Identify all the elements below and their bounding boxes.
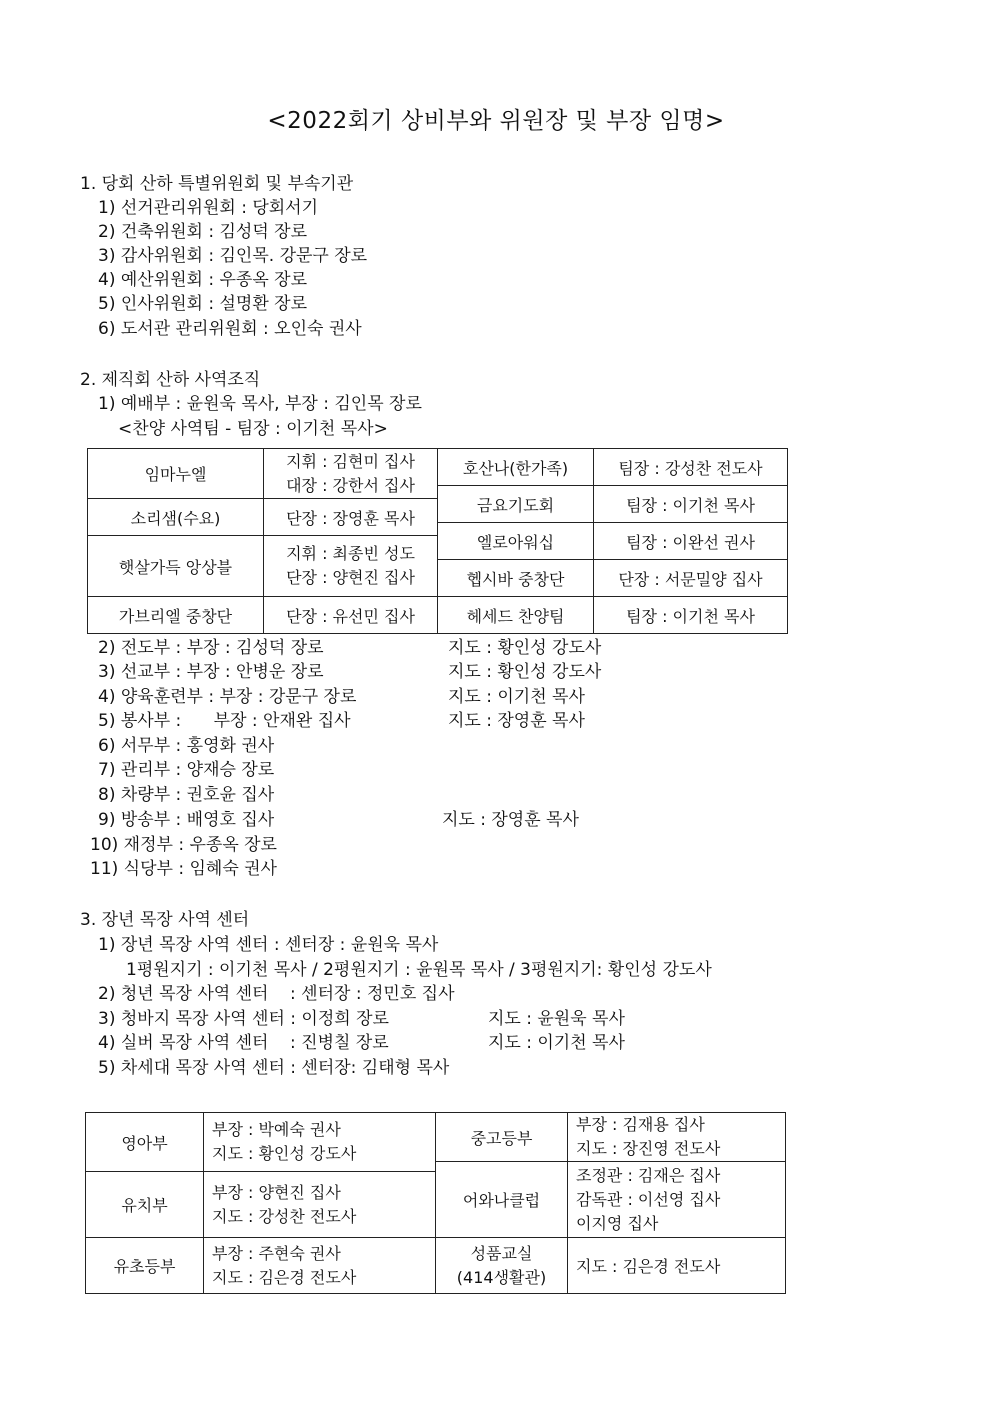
team-heading: <찬양 사역팀 - 팀장 : 이기천 목사>: [118, 419, 388, 439]
list-item: 3) 감사위원회 : 김인목. 강문구 장로: [98, 246, 368, 266]
list-item: 4) 양육훈련부 : 부장 : 강문구 장로: [98, 687, 357, 707]
list-item: 11) 식당부 : 임혜숙 권사: [90, 859, 277, 879]
list-item: 6) 서무부 : 홍영화 권사: [98, 736, 275, 756]
guide-text: 지도 : 황인성 강도사: [448, 638, 602, 658]
team-name: 엘로아워십: [438, 523, 594, 560]
dept-name: 어와나클럽: [436, 1162, 568, 1238]
choir-roles: 단장 : 장영훈 목사: [264, 499, 438, 536]
section2-heading: 2. 제직회 산하 사역조직: [80, 370, 261, 390]
choir-roles: 지휘 : 김현미 집사 대장 : 강한서 집사: [264, 449, 438, 499]
guide-text: 지도 : 윤원욱 목사: [488, 1009, 625, 1029]
list-item: 2) 청년 목장 사역 센터 : 센터장 : 정민호 집사: [98, 984, 455, 1004]
team-role: 팀장 : 이기천 목사: [594, 486, 788, 523]
team-name: 금요기도회: [438, 486, 594, 523]
team-name: 헤세드 찬양팀: [438, 597, 594, 634]
guide-text: 지도 : 장영훈 목사: [448, 711, 585, 731]
list-item: 1) 선거관리위원회 : 당회서기: [98, 198, 319, 218]
list-item: 3) 청바지 목장 사역 센터 : 이정희 장로: [98, 1009, 389, 1029]
section3-heading: 3. 장년 목장 사역 센터: [80, 910, 250, 930]
list-item: 3) 선교부 : 부장 : 안병운 장로: [98, 662, 324, 682]
section1-heading: 1. 당회 산하 특별위원회 및 부속기관: [80, 174, 354, 194]
dept-name: 유치부: [86, 1172, 204, 1238]
list-item: 4) 예산위원회 : 우종옥 장로: [98, 270, 308, 290]
list-item: 7) 관리부 : 양재승 장로: [98, 760, 275, 780]
team-role: 팀장 : 이완선 권사: [594, 523, 788, 560]
dept-leaders: 부장 : 양현진 집사 지도 : 강성찬 전도사: [204, 1172, 436, 1238]
education-table: [85, 1112, 786, 1294]
list-item: 5) 인사위원회 : 설명환 장로: [98, 294, 308, 314]
list-item: 1평원지기 : 이기천 목사 / 2평원지기 : 윤원목 목사 / 3평원지기: 황인성 강도사: [126, 960, 712, 980]
dept-leaders: 조정관 : 김재은 집사 감독관 : 이선영 집사 이지영 집사: [568, 1162, 786, 1238]
list-item: 1) 장년 목장 사역 센터 : 센터장 : 윤원욱 목사: [98, 935, 439, 955]
choir-name: 소리샘(수요): [88, 499, 264, 536]
dept-leaders: 부장 : 박예숙 권사 지도 : 황인성 강도사: [204, 1113, 436, 1172]
guide-text: 지도 : 이기천 목사: [448, 687, 585, 707]
list-item: 4) 실버 목장 사역 센터 : 진병칠 장로: [98, 1033, 389, 1053]
dept-name: 유초등부: [86, 1238, 204, 1294]
guide-text: 지도 : 이기천 목사: [488, 1033, 625, 1053]
choir-name: 햇살가득 앙상블: [88, 536, 264, 597]
team-name: 호산나(한가족): [438, 449, 594, 486]
list-item: 8) 차량부 : 권호윤 집사: [98, 785, 275, 805]
dept-name: 영아부: [86, 1113, 204, 1172]
list-item: 9) 방송부 : 배영호 집사: [98, 810, 275, 830]
dept-name: 성품교실 (414생활관): [436, 1238, 568, 1294]
choir-roles: 단장 : 유선민 집사: [264, 597, 438, 634]
team-name: 헵시바 중창단: [438, 560, 594, 597]
choir-name: 임마누엘: [88, 449, 264, 499]
team-role: 단장 : 서문밀양 집사: [594, 560, 788, 597]
list-item: 6) 도서관 관리위원회 : 오인숙 권사: [98, 319, 362, 339]
choir-name: 가브리엘 중창단: [88, 597, 264, 634]
team-role: 팀장 : 이기천 목사: [594, 597, 788, 634]
list-item: 5) 봉사부 : 부장 : 안재완 집사: [98, 711, 351, 731]
list-item: 10) 재정부 : 우종옥 장로: [90, 835, 277, 855]
dept-leaders: 지도 : 김은경 전도사: [568, 1238, 786, 1294]
list-item: 2) 건축위원회 : 김성덕 장로: [98, 222, 308, 242]
list-item: 5) 차세대 목장 사역 센터 : 센터장: 김태형 목사: [98, 1058, 450, 1078]
dept-leaders: 부장 : 김재용 집사 지도 : 장진영 전도사: [568, 1113, 786, 1162]
list-item: 2) 전도부 : 부장 : 김성덕 장로: [98, 638, 324, 658]
team-role: 팀장 : 강성찬 전도사: [594, 449, 788, 486]
guide-text: 지도 : 장영훈 목사: [442, 810, 579, 830]
choir-roles: 지휘 : 최종빈 성도 단장 : 양현진 집사: [264, 536, 438, 597]
page-title: <2022회기 상비부와 위원장 및 부장 임명>: [267, 108, 725, 134]
guide-text: 지도 : 황인성 강도사: [448, 662, 602, 682]
list-item: 1) 예배부 : 윤원욱 목사, 부장 : 김인목 장로: [98, 394, 422, 414]
dept-name: 중고등부: [436, 1113, 568, 1162]
dept-leaders: 부장 : 주현숙 권사 지도 : 김은경 전도사: [204, 1238, 436, 1294]
choir-table: [87, 448, 788, 634]
